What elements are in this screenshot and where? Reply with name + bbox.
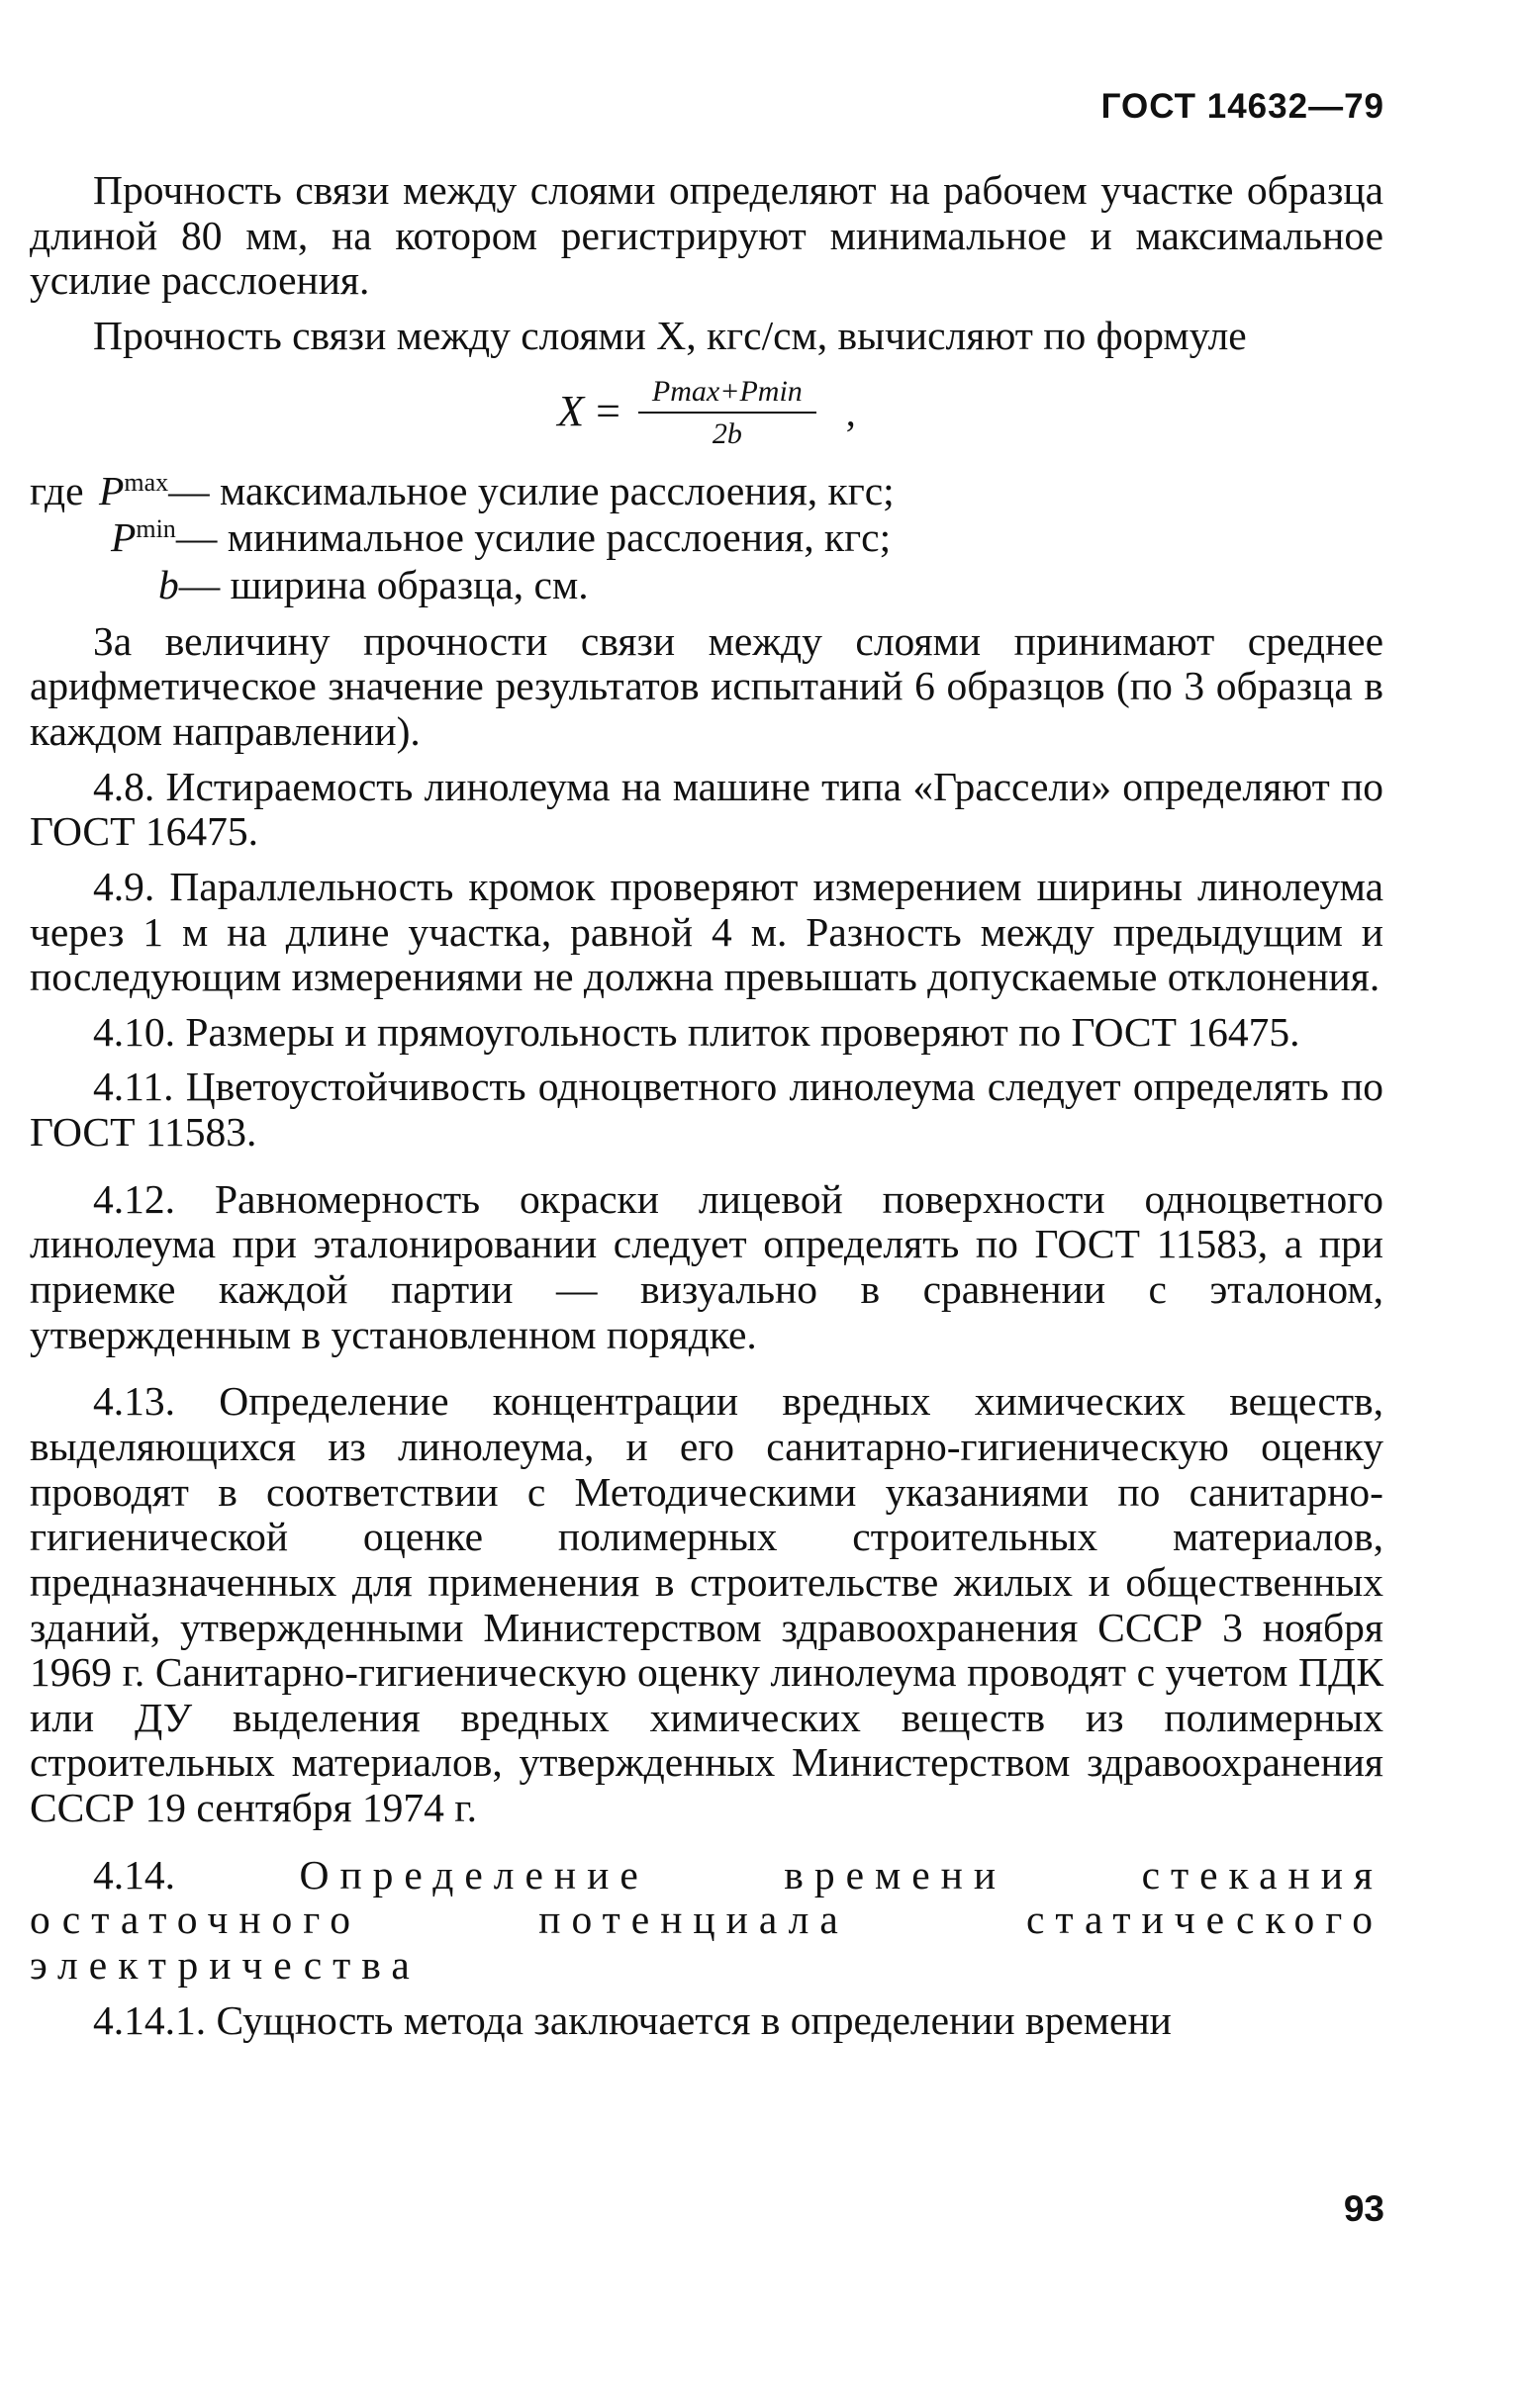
page-number: 93 (1343, 2188, 1384, 2229)
definition-line (30, 468, 1383, 515)
section-title: Определение времени стекания остаточного потенциала статического электричества (30, 1851, 1383, 1989)
formula-fraction (638, 375, 816, 450)
paragraph-4-8: 4.8. Истираемость линолеума на машине типа «Грассели» определяют по ГОСТ 16475. (30, 763, 1383, 855)
definition-text: — ширина образца, см. (178, 562, 589, 607)
formula-numerator: Pmax+Pmin (638, 375, 816, 414)
definition-text: — максимальное усилие расслоения, кгс; (168, 467, 895, 513)
paragraph-4-9: 4.9. Параллельность кромок проверяют измерением ширины линолеума через 1 м на длине участка, равной 4 м. Разность между предыдущим и последующим измерениями не должна превышать допускаемые отклонения. (30, 863, 1383, 1000)
paragraph-4-11: 4.11. Цветоустойчивость одноцветного линолеума следует определять по ГОСТ 11583. (30, 1064, 1383, 1156)
paragraph-4-10: 4.10. Размеры и прямоугольность плиток проверяют по ГОСТ 16475. (93, 1008, 1300, 1055)
paragraph-formula-intro: Прочность связи между слоями X, кгс/см, вычисляют по формуле (93, 312, 1247, 358)
section-number: 4.14. (93, 1851, 175, 1898)
standard-header: ГОСТ 14632—79 (1100, 87, 1384, 126)
formula-equals: = (596, 387, 620, 436)
paragraph-average-value: За величину прочности связи между слоями принимают среднее арифметическое значение результатов испытаний 6 образцов (по 3 образца в каждом направлении). (30, 617, 1383, 754)
paragraph-bond-strength-intro: Прочность связи между слоями определяют на рабочем участке образца длиной 80 мм, на котором регистрируют минимальное и максимальное усилие расслоения. (30, 167, 1383, 304)
formula-variable: X (557, 387, 585, 436)
definition-subscript: min (136, 514, 176, 544)
definition-intro: где (30, 467, 84, 513)
formula-trailing-comma: , (845, 389, 856, 434)
definition-symbol: P (99, 467, 125, 513)
section-heading-4-14 (30, 1853, 1383, 1989)
paragraph-4-13: 4.13. Определение концентрации вредных химических веществ, выделяющихся из линолеума, и его санитарно-гигиеническую оценку проводят в соответствии с Методическими указаниями по санитарно-гигиенической оценке полимерных строительных материалов, предназначенных для применения в строительстве жилых и общественных зданий, утвержденными Министерством здравоохранения СССР 3 ноября 1969 г. Санитарно-гигиеническую оценку линолеума проводят с учетом ПДК или ДУ выделения вредных химических веществ из полимерных строительных материалов, утвержденных Министерством здравоохранения СССР 19 сентября 1974 г. (30, 1378, 1383, 1831)
definition-line (30, 514, 1383, 562)
definition-symbol: b (158, 562, 179, 607)
definition-subscript: max (124, 467, 169, 497)
definition-symbol: P (111, 514, 137, 561)
paragraph-4-14-1: 4.14.1. Сущность метода заключается в определении времени (93, 1996, 1172, 2043)
document-body (30, 168, 1383, 2043)
definition-line (30, 562, 1383, 609)
definition-text: — минимальное усилие расслоения, кгс; (175, 514, 892, 561)
paragraph-4-12: 4.12. Равномерность окраски лицевой поверхности одноцветного линолеума при эталонировании следует определять по ГОСТ 11583, а при приемке каждой партии — визуально в сравнении с эталоном, утвержденным в установленном порядке. (30, 1175, 1383, 1357)
formula (30, 375, 1383, 450)
formula-definitions (30, 468, 1383, 609)
formula-denominator: 2b (712, 417, 742, 450)
